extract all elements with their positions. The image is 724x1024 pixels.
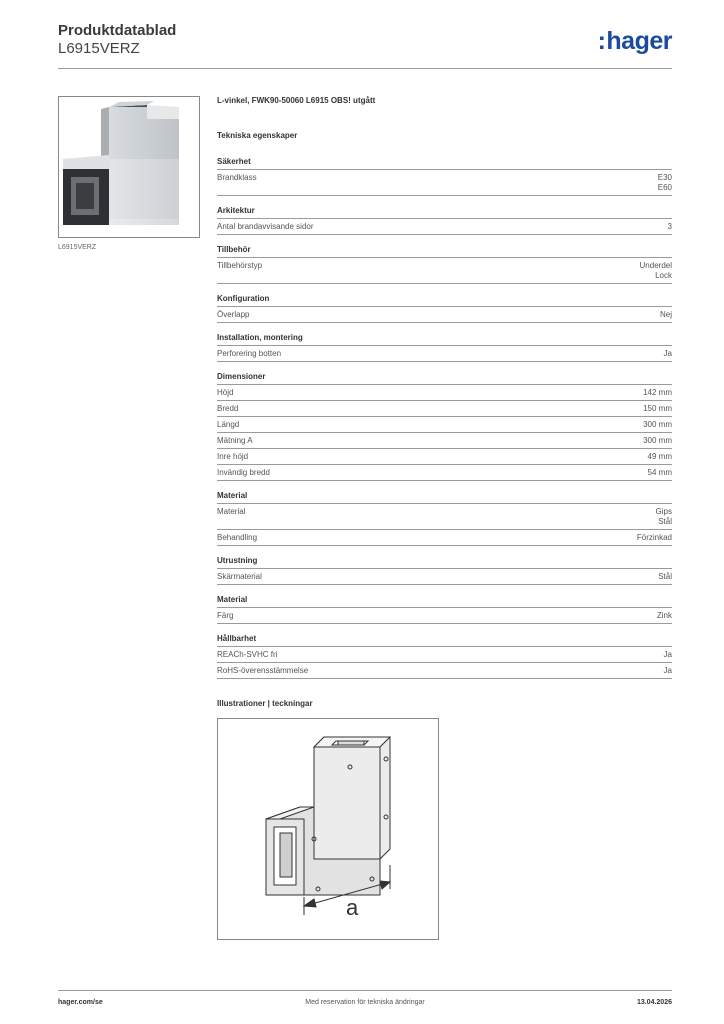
- property-label: Höjd: [217, 388, 234, 397]
- section-heading: Dimensioner: [217, 372, 672, 385]
- dimension-label: a: [346, 895, 359, 920]
- logo-prefix: :: [597, 27, 606, 55]
- section-heading: Material: [217, 491, 672, 504]
- property-value-line: 54 mm: [647, 468, 672, 477]
- datasheet-content: [217, 96, 672, 940]
- document-title: Produktdatablad: [58, 22, 177, 39]
- property-row: [217, 569, 672, 585]
- hager-logo: [598, 27, 672, 56]
- property-row: [217, 663, 672, 679]
- property-label: Antal brandavvisande sidor: [217, 222, 314, 231]
- property-row: [217, 307, 672, 323]
- property-label: Tillbehörstyp: [217, 261, 263, 270]
- property-value-line: 150 mm: [643, 404, 672, 413]
- section-heading: Arkitektur: [217, 206, 672, 219]
- section-heading: Utrustning: [217, 556, 672, 569]
- property-label: Färg: [217, 611, 234, 620]
- section-heading: Tillbehör: [217, 245, 672, 258]
- property-value: [648, 468, 672, 478]
- property-label: REACh-SVHC fri: [217, 650, 278, 659]
- property-value-line: Underdel: [639, 261, 672, 270]
- property-row: [217, 258, 672, 284]
- property-label: Brandklass: [217, 173, 257, 182]
- property-value-line: 3: [667, 222, 672, 231]
- property-value-line: E30: [657, 173, 672, 182]
- property-row: [217, 465, 672, 481]
- property-label: Längd: [217, 420, 240, 429]
- property-value: [660, 310, 672, 320]
- property-value-line: Ja: [663, 349, 672, 358]
- property-value-line: Nej: [659, 310, 672, 319]
- property-value: [648, 452, 672, 462]
- property-row: [217, 449, 672, 465]
- section-heading: Hållbarhet: [217, 634, 672, 647]
- product-photo: [58, 96, 200, 238]
- property-row: [217, 530, 672, 546]
- header-divider: [58, 68, 672, 69]
- property-value: [664, 666, 672, 676]
- property-value-line: 300 mm: [643, 420, 672, 429]
- property-value-line: 300 mm: [643, 436, 672, 445]
- property-value-line: Förzinkad: [636, 533, 672, 542]
- property-row: [217, 219, 672, 235]
- property-value-line: Stål: [658, 572, 672, 581]
- property-value: [643, 388, 672, 398]
- property-label: Skärmaterial: [217, 572, 262, 581]
- footer-divider: [58, 990, 672, 991]
- property-row: [217, 385, 672, 401]
- page-header: [58, 22, 672, 58]
- property-label: Bredd: [217, 404, 239, 413]
- section-heading: Säkerhet: [217, 157, 672, 170]
- property-value: [643, 404, 672, 414]
- property-value-line: 142 mm: [643, 388, 672, 397]
- property-value: [643, 420, 672, 430]
- property-label: Invändig bredd: [217, 468, 270, 477]
- property-label: Överlapp: [217, 310, 250, 319]
- property-value-line: Ja: [663, 650, 672, 659]
- footer-website[interactable]: hager.com/se: [58, 999, 103, 1006]
- section-heading: Konfiguration: [217, 294, 672, 307]
- footer-disclaimer: Med reservation för tekniska ändringar: [305, 999, 425, 1006]
- property-value-line: Lock: [655, 271, 672, 280]
- property-row: [217, 608, 672, 624]
- property-value: [656, 507, 672, 527]
- property-label: Mätning A: [217, 436, 253, 445]
- property-row: [217, 417, 672, 433]
- technical-drawing: [217, 718, 439, 940]
- property-value-line: Gips: [655, 507, 672, 516]
- property-value: [643, 436, 672, 446]
- property-label: Inre höjd: [217, 452, 249, 461]
- property-row: [217, 647, 672, 663]
- illustrations-heading: Illustrationer | teckningar: [217, 699, 313, 708]
- property-value: [664, 650, 672, 660]
- property-value: [657, 611, 672, 621]
- property-row: [217, 433, 672, 449]
- technical-properties-label: Tekniska egenskaper: [217, 131, 298, 140]
- property-label: Material: [217, 507, 246, 516]
- property-label: Behandling: [217, 533, 258, 542]
- property-value: [658, 173, 672, 193]
- image-caption: L6915VERZ: [58, 244, 97, 251]
- property-label: RoHS-överensstämmelse: [217, 666, 309, 675]
- property-value-line: 49 mm: [647, 452, 672, 461]
- property-row: [217, 401, 672, 417]
- property-value: [658, 572, 672, 582]
- section-heading: Material: [217, 595, 672, 608]
- logo-text: hager: [606, 27, 672, 55]
- property-value-line: E60: [657, 183, 672, 192]
- property-value: [637, 533, 672, 543]
- property-row: [217, 170, 672, 196]
- section-heading: Installation, montering: [217, 333, 672, 346]
- property-label: Perforering botten: [217, 349, 282, 358]
- footer-date: 13.04.2026: [636, 999, 672, 1006]
- property-value-line: Zink: [656, 611, 672, 620]
- product-code: L6915VERZ: [58, 40, 140, 57]
- property-value: [664, 349, 672, 359]
- property-value: [640, 261, 672, 281]
- product-description: L-vinkel, FWK90-50060 L6915 OBS! utgått: [217, 96, 376, 105]
- property-value-line: Stål: [658, 517, 672, 526]
- property-sections: [217, 157, 672, 679]
- property-value-line: Ja: [663, 666, 672, 675]
- property-value: [668, 222, 672, 232]
- property-row: [217, 346, 672, 362]
- property-row: [217, 504, 672, 530]
